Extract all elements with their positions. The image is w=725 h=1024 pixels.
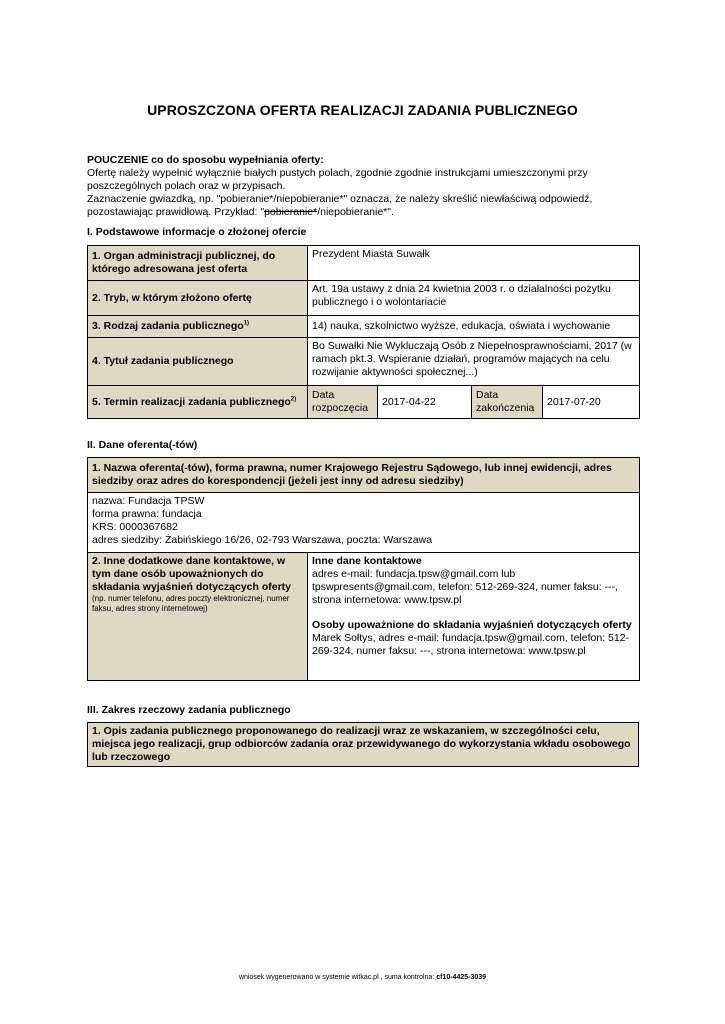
- table-row: [88, 493, 640, 553]
- field-value[interactable]: Bo Suwałki Nie Wykluczają Osób z Niepełnosprawnościami, 2017 (w ramach pkt.3. Wspieranie działań, programów mających na celu rozwijanie aktywności społecznej...): [308, 338, 640, 386]
- section2-heading: II. Dane oferenta(-tów): [87, 439, 198, 451]
- contact-label-text: 2. Inne dodatkowe dane kontaktowe, w tym dane osób upoważnionych do składania wyjaśnień dotyczących oferty: [92, 555, 291, 593]
- footer-text: wniosek wygenerowano w systemie witkac.pl , suma kontrolna:: [238, 974, 437, 981]
- start-date-value[interactable]: 2017-04-22: [378, 386, 472, 419]
- instructions-line2: [87, 193, 642, 219]
- instructions-line2-text: Zaznaczenie gwiazdką, np. "pobieranie*/niepobieranie*" oznacza, że należy skreślić niewłaściwą odpowiedź, pozostawiając prawidłową. Przykład: ": [87, 193, 593, 218]
- basic-info-table: [87, 245, 640, 419]
- offeror-address: adres siedziby: Żabińskiego 16/26, 02-793 Warszawa, poczta: Warszawa: [92, 534, 433, 546]
- end-date-value[interactable]: 2017-07-20: [543, 386, 640, 419]
- field-label: [88, 316, 308, 338]
- field-value[interactable]: Prezydent Miasta Suwałk: [308, 246, 640, 281]
- field-label-text: 5. Termin realizacji zadania publicznego: [92, 395, 291, 408]
- checksum: cf10-4425-3039: [436, 974, 487, 981]
- field-label: 2. Tryb, w którym złożono ofertę: [88, 281, 308, 316]
- start-date-label: Data rozpoczęcia: [308, 386, 378, 419]
- struck-example: pobieranie*: [264, 206, 318, 218]
- offeror-name: nazwa: Fundacja TPSW: [92, 495, 205, 507]
- instructions: [87, 154, 642, 219]
- footnote-ref: 1): [243, 320, 250, 327]
- offeror-krs: KRS: 0000367682: [92, 521, 178, 533]
- table-row: [88, 386, 640, 419]
- contact-details[interactable]: [308, 553, 640, 681]
- section3-heading: III. Zakres rzeczowy zadania publicznego: [87, 704, 291, 716]
- offeror-legal-form: forma prawna: fundacja: [92, 508, 202, 520]
- table-row: [88, 246, 640, 281]
- field-label-text: 3. Rodzaj zadania publicznego: [92, 320, 244, 332]
- footer: [0, 971, 725, 984]
- table-row: [88, 338, 640, 386]
- table-row: [88, 281, 640, 316]
- table-row: [88, 553, 640, 681]
- instructions-heading: POUCZENIE co do sposobu wypełniania oferty:: [87, 154, 324, 166]
- table-row: [88, 723, 639, 767]
- document-title: UPROSZCZONA OFERTA REALIZACJI ZADANIA PUBLICZNEGO: [147, 102, 578, 118]
- field-label: 4. Tytuł zadania publicznego: [88, 338, 308, 386]
- contact-heading: Inne dane kontaktowe: [312, 555, 422, 567]
- scope-table: [87, 722, 639, 767]
- contact-label: [88, 553, 308, 681]
- field-value[interactable]: Art. 19a ustawy z dnia 24 kwietnia 2003 r. o działalności pożytku publicznego i o wolontariacie: [308, 281, 640, 316]
- offeror-table: [87, 457, 640, 681]
- footnote-ref: 2): [290, 396, 297, 402]
- persons-text: Marek Sołtys, adres e-mail: fundacja.tpsw@gmail.com, telefon: 512-269-324, numer faksu: ---, strona internetowa: www.tpsw.pl: [312, 632, 630, 657]
- section1-heading: I. Podstawowe informacje o złożonej ofercie: [87, 226, 307, 238]
- table-row: [88, 316, 640, 338]
- field-label: [88, 386, 308, 419]
- offeror-details[interactable]: [88, 493, 640, 553]
- instructions-line2-end: /niepobieranie*".: [317, 206, 394, 218]
- field-label: 1. Organ administracji publicznej, do którego adresowana jest oferta: [88, 246, 308, 281]
- instructions-line1: Ofertę należy wypełnić wyłącznie białych pustych polach, zgodnie zgodnie instrukcjami umieszczonymi przy poszczególnych polach oraz w przypisach.: [87, 167, 588, 192]
- task-description-header: 1. Opis zadania publicznego proponowanego do realizacji wraz ze wskazaniem, w szczególności celu, miejsca jego realizacji, grup odbiorców zadania oraz przewidywanego do wykorzystania wkładu osobowego lub rzeczowego: [88, 723, 639, 767]
- field-value[interactable]: 14) nauka, szkolnictwo wyższe, edukacja, oświata i wychowanie: [308, 316, 640, 338]
- table-row: [88, 458, 640, 493]
- offeror-name-header: 1. Nazwa oferenta(-tów), forma prawna, numer Krajowego Rejestru Sądowego, lub innej ewidencji, adres siedziby oraz adres do korespondencji (jeżeli jest inny od adresu siedziby): [88, 458, 640, 493]
- contact-text: adres e-mail: fundacja.tpsw@gmail.com lub tpswpresents@gmail.com, telefon: 512-269-324, numer faksu: ---, strona internetowa: www.tpsw.pl: [312, 568, 618, 606]
- end-date-label: Data zakończenia: [472, 386, 543, 419]
- contact-label-note: (np. numer telefonu, adres poczty elektronicznej, numer faksu, adres strony internetowej): [92, 594, 290, 613]
- persons-heading: Osoby upoważnione do składania wyjaśnień dotyczących oferty: [312, 619, 632, 631]
